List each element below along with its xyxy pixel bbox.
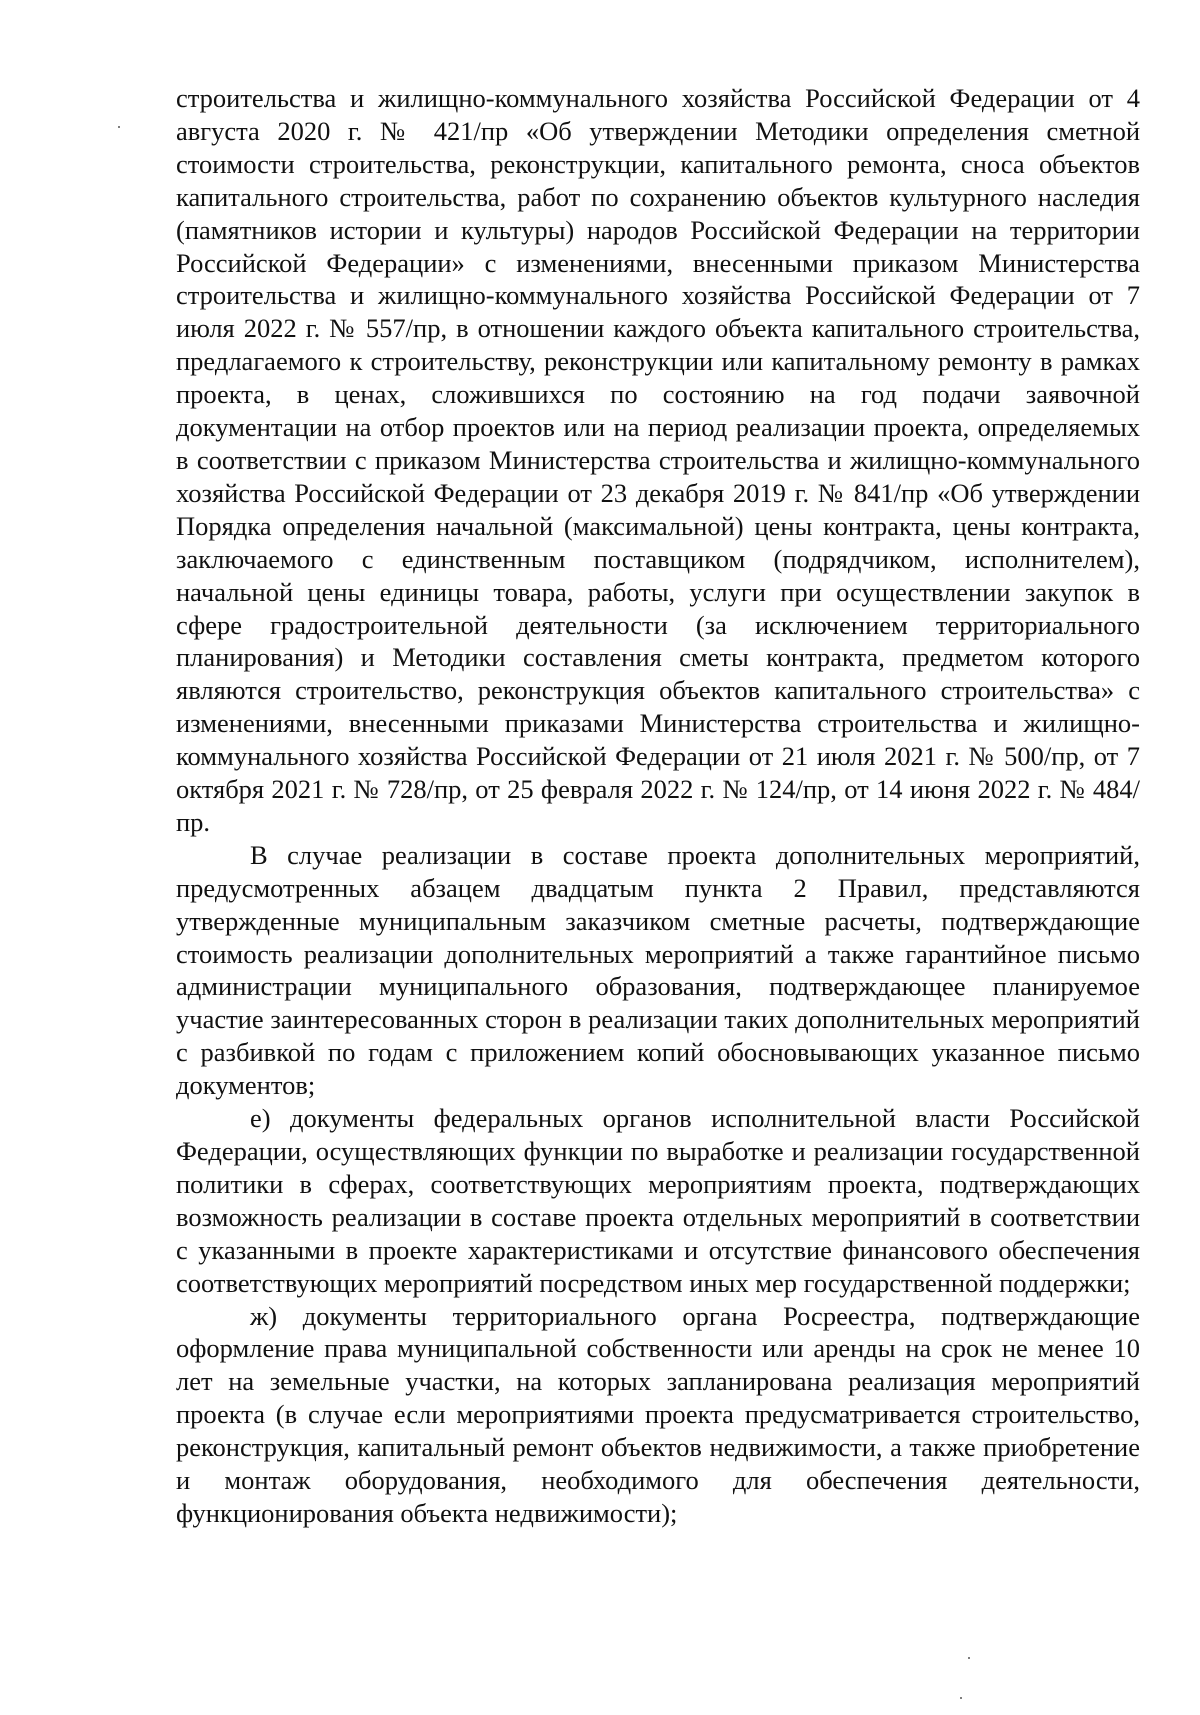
scan-speck [968,1657,970,1659]
paragraph-additional-measures: В случае реализации в составе проекта дополнительных мероприятий, предусмотренных абзацем двадцатым пункта 2 Правил, представляются утвержденные муниципальным заказчиком сметные расчеты, подтверждающие стоимость реализации дополнительных мероприятий а также гарантийное письмо администрации муниципального образования, подтверждающее планируемое участие заинтересованных сторон в реализации таких дополнительных мероприятий с разбивкой по годам с приложением копий обосновывающих указанное письмо документов; [176,839,1140,1101]
paragraph-continuation: строительства и жилищно-коммунального хозяйства Российской Федерации от 4 августа 2020 г. № 421/пр «Об утверждении Методики определения сметной стоимости строительства, реконструкции, капитального ремонта, сноса объектов капитального строительства, работ по сохранению объектов культурного наследия (памятников истории и культуры) народов Российской Федерации на территории Российской Федерации» с изменениями, внесенными приказом Министерства строительства и жилищно-коммунального хозяйства Российской Федерации от 7 июля 2022 г. № 557/пр, в отношении каждого объекта капитального строительства, предлагаемого к строительству, реконструкции или капитальному ремонту в рамках проекта, в ценах, сложившихся по состоянию на год подачи заявочной документации на отбор проектов или на период реализации проекта, определяемых в соответствии с приказом Министерства строительства и жилищно-коммунального хозяйства Российской Федерации от 23 декабря 2019 г. № 841/пр «Об утверждении Порядка определения начальной (максимальной) цены контракта, цены контракта, заключаемого с единственным поставщиком (подрядчиком, исполнителем), начальной цены единицы товара, работы, услуги при осуществлении закупок в сфере градостроительной деятельности (за исключением территориального планирования) и Методики составления сметы контракта, предметом которого являются строительство, реконструкция объектов капитального строительства» с изменениями, внесенными приказами Министерства строительства и жилищно-коммунального хозяйства Российской Федерации от 21 июля 2021 г. № 500/пр, от 7 октября 2021 г. № 728/пр, от 25 февраля 2022 г. № 124/пр, от 14 июня 2022 г. № 484/пр. [176,83,1140,837]
scan-speck [960,1697,962,1699]
paragraph-item-zh: ж) документы территориального органа Росреестра, подтверждающие оформление права муниципальной собственности или аренды на срок не менее 10 лет на земельные участки, на которых запланирована реализация мероприятий проекта (в случае если мероприятиями проекта предусматривается строительство, реконструкция, капитальный ремонт объектов недвижимости, а также приобретение и монтаж оборудования, необходимого для обеспечения деятельности, функционирования объекта недвижимости); [176,1300,1140,1528]
document-body [176,82,1140,1530]
paragraph-item-e: е) документы федеральных органов исполнительной власти Российской Федерации, осуществляющих функции по выработке и реализации государственной политики в сферах, соответствующих мероприятиям проекта, подтверждающих возможность реализации в составе проекта отдельных мероприятий в соответствии с указанными в проекте характеристиками и отсутствие финансового обеспечения соответствующих мероприятий посредством иных мер государственной поддержки; [176,1103,1140,1298]
scan-speck [118,126,120,128]
